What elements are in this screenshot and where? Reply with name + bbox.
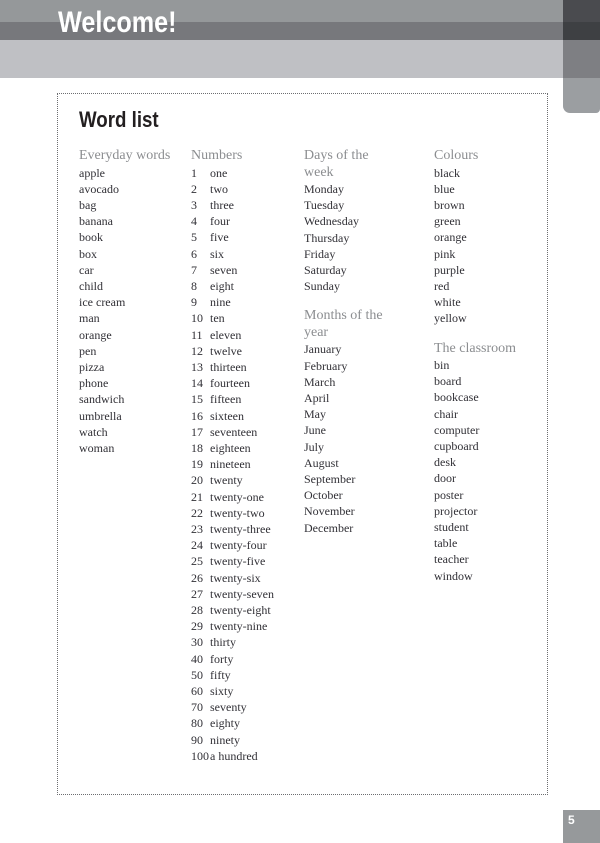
list-item: student xyxy=(434,520,469,535)
list-item xyxy=(191,375,304,391)
page-number: 5 xyxy=(568,813,575,827)
list-item xyxy=(191,359,304,375)
item-number: 90 xyxy=(191,732,203,747)
item-number: 50 xyxy=(191,667,203,682)
list-item: pink xyxy=(434,246,456,261)
list-item: car xyxy=(79,262,94,277)
list-item: woman xyxy=(79,440,115,455)
item-number: 17 xyxy=(191,424,203,439)
item-word: three xyxy=(210,197,234,212)
list-item xyxy=(191,165,304,181)
list-item: door xyxy=(434,471,456,486)
section-heading: Months of the year xyxy=(304,308,383,340)
list-item xyxy=(191,278,304,294)
item-number: 8 xyxy=(191,278,197,293)
list-item xyxy=(191,213,304,229)
list-item: red xyxy=(434,278,450,293)
list-item xyxy=(191,732,304,748)
word-list-box xyxy=(57,93,548,795)
item-number: 28 xyxy=(191,602,203,617)
list-item: table xyxy=(434,536,458,551)
item-word: fifty xyxy=(210,667,231,682)
list-item: brown xyxy=(434,197,465,212)
list-item: pen xyxy=(79,343,97,358)
item-word: seventeen xyxy=(210,424,258,439)
item-number: 80 xyxy=(191,716,203,731)
item-number: 7 xyxy=(191,262,197,277)
list-item xyxy=(191,391,304,407)
list-item: bag xyxy=(79,197,97,212)
list-item: board xyxy=(434,374,462,389)
list-item: May xyxy=(304,407,326,422)
list-item xyxy=(191,489,304,505)
item-number: 2 xyxy=(191,181,197,196)
item-number: 21 xyxy=(191,489,203,504)
list-item: sandwich xyxy=(79,392,125,407)
list-item: orange xyxy=(79,327,112,342)
item-word: thirty xyxy=(210,635,236,650)
item-number: 10 xyxy=(191,311,203,326)
item-number: 22 xyxy=(191,505,203,520)
item-number: 18 xyxy=(191,440,203,455)
item-number: 23 xyxy=(191,521,203,536)
item-word: eleven xyxy=(210,327,242,342)
item-word: sixteen xyxy=(210,408,244,423)
list-item: August xyxy=(304,455,339,470)
list-item: March xyxy=(304,374,336,389)
list-item xyxy=(191,310,304,326)
list-item: projector xyxy=(434,503,478,518)
list-item xyxy=(191,618,304,634)
word-list-section xyxy=(304,148,434,294)
item-word: five xyxy=(210,230,229,245)
list-item xyxy=(191,181,304,197)
list-item: June xyxy=(304,423,326,438)
item-number: 24 xyxy=(191,538,203,553)
list-item: Monday xyxy=(304,182,344,196)
word-list-column xyxy=(434,148,548,764)
list-item: January xyxy=(304,342,342,357)
word-list-section xyxy=(304,308,434,535)
word-list-section xyxy=(434,148,548,327)
list-item xyxy=(191,456,304,472)
item-number: 3 xyxy=(191,197,197,212)
item-number: 100 xyxy=(191,748,209,763)
item-number: 12 xyxy=(191,343,203,358)
list-item xyxy=(191,343,304,359)
list-item xyxy=(191,537,304,553)
list-item xyxy=(191,570,304,586)
item-word: one xyxy=(210,165,228,180)
item-word: twenty-two xyxy=(210,505,265,520)
list-item: green xyxy=(434,214,461,229)
list-item: Thursday xyxy=(304,230,350,245)
item-number: 13 xyxy=(191,359,203,374)
item-word: sixty xyxy=(210,684,234,698)
item-number: 4 xyxy=(191,214,197,229)
list-item: July xyxy=(304,439,325,454)
item-number: 6 xyxy=(191,246,197,261)
list-item: man xyxy=(79,311,100,326)
list-item: cupboard xyxy=(434,439,479,454)
item-word: ten xyxy=(210,311,225,326)
list-item: box xyxy=(79,246,97,261)
list-item: September xyxy=(304,472,356,487)
list-item: Saturday xyxy=(304,263,347,278)
item-number: 60 xyxy=(191,684,203,698)
item-word: twenty-nine xyxy=(210,619,268,634)
list-item: watch xyxy=(79,424,108,439)
section-heading: Colours xyxy=(434,148,479,163)
item-word: two xyxy=(210,181,228,196)
list-item: black xyxy=(434,165,460,180)
item-number: 16 xyxy=(191,408,203,423)
item-number: 26 xyxy=(191,570,203,585)
item-number: 40 xyxy=(191,651,203,666)
list-item: bookcase xyxy=(434,390,479,405)
item-number: 9 xyxy=(191,295,197,310)
item-number: 27 xyxy=(191,586,203,601)
item-word: four xyxy=(210,214,230,229)
list-item: October xyxy=(304,488,343,503)
list-item: poster xyxy=(434,487,464,502)
list-item xyxy=(191,294,304,310)
item-word: twelve xyxy=(210,343,242,358)
item-word: twenty-six xyxy=(210,570,261,585)
word-list-section xyxy=(79,148,191,456)
item-number: 15 xyxy=(191,392,203,407)
word-list-title: Word list xyxy=(79,107,159,132)
item-word: twenty-three xyxy=(210,521,271,536)
list-item: book xyxy=(79,230,103,245)
list-item: bin xyxy=(434,358,450,373)
item-word: twenty-eight xyxy=(210,602,271,617)
item-word: twenty xyxy=(210,473,243,488)
list-item: avocado xyxy=(79,181,119,196)
list-item: umbrella xyxy=(79,408,122,423)
item-number: 25 xyxy=(191,554,203,569)
list-item xyxy=(191,602,304,618)
word-list-section xyxy=(191,148,304,764)
list-item: blue xyxy=(434,181,455,196)
list-item: Wednesday xyxy=(304,214,360,229)
page-number-badge xyxy=(563,810,600,843)
unit-tab-segment xyxy=(563,78,600,113)
list-item xyxy=(191,246,304,262)
item-word: twenty-one xyxy=(210,489,264,504)
list-item xyxy=(191,553,304,569)
list-item: desk xyxy=(434,455,456,470)
list-item xyxy=(191,408,304,424)
list-item: child xyxy=(79,278,103,293)
word-list-column xyxy=(304,148,434,764)
item-word: fifteen xyxy=(210,392,242,407)
list-item xyxy=(191,748,304,764)
item-word: nineteen xyxy=(210,457,251,472)
list-item: orange xyxy=(434,230,467,245)
item-word: seventy xyxy=(210,700,247,715)
list-item xyxy=(191,229,304,245)
list-item: April xyxy=(304,391,330,406)
item-number: 19 xyxy=(191,457,203,472)
section-heading: Days of the week xyxy=(304,148,369,180)
word-list-columns xyxy=(79,148,547,764)
list-item: white xyxy=(434,295,461,310)
item-word: thirteen xyxy=(210,359,247,374)
unit-tab xyxy=(563,0,600,113)
item-number: 1 xyxy=(191,165,197,180)
item-word: ninety xyxy=(210,732,240,747)
list-item: Friday xyxy=(304,246,336,261)
list-item: banana xyxy=(79,214,113,229)
item-number: 70 xyxy=(191,700,203,715)
header-band-light xyxy=(0,40,600,78)
list-item: purple xyxy=(434,262,465,277)
list-item: February xyxy=(304,358,348,373)
list-item: pizza xyxy=(79,359,105,374)
list-item xyxy=(191,440,304,456)
list-item xyxy=(191,667,304,683)
section-heading: Numbers xyxy=(191,148,243,163)
item-word: twenty-four xyxy=(210,538,267,553)
list-item xyxy=(191,472,304,488)
list-item: chair xyxy=(434,406,458,421)
list-item: December xyxy=(304,520,354,535)
list-item xyxy=(191,683,304,699)
item-word: twenty-five xyxy=(210,554,266,569)
list-item xyxy=(191,424,304,440)
word-list-column xyxy=(191,148,304,764)
item-word: eighty xyxy=(210,716,240,731)
list-item: Tuesday xyxy=(304,198,345,213)
list-item: November xyxy=(304,504,355,519)
item-word: eighteen xyxy=(210,440,251,455)
list-item xyxy=(191,505,304,521)
item-number: 20 xyxy=(191,473,203,488)
unit-tab-segment xyxy=(563,0,600,22)
list-item: apple xyxy=(79,165,105,180)
item-word: nine xyxy=(210,295,231,310)
list-item xyxy=(191,521,304,537)
list-item xyxy=(191,699,304,715)
list-item: Sunday xyxy=(304,279,340,294)
item-number: 5 xyxy=(191,230,197,245)
list-item xyxy=(191,715,304,731)
item-word: twenty-seven xyxy=(210,586,274,601)
list-item xyxy=(191,634,304,650)
list-item: window xyxy=(434,568,473,583)
list-item: phone xyxy=(79,376,109,391)
item-word: forty xyxy=(210,651,234,666)
section-heading: The classroom xyxy=(434,340,517,356)
list-item xyxy=(191,197,304,213)
item-number: 14 xyxy=(191,376,203,391)
list-item: yellow xyxy=(434,311,467,326)
word-list-column xyxy=(79,148,191,764)
list-item xyxy=(191,262,304,278)
item-number: 11 xyxy=(191,327,203,342)
page-title: Welcome! xyxy=(58,6,177,39)
list-item: ice cream xyxy=(79,295,126,310)
word-list-section xyxy=(434,341,548,584)
list-item xyxy=(191,651,304,667)
item-number: 29 xyxy=(191,619,203,634)
unit-tab-segment xyxy=(563,40,600,78)
item-word: seven xyxy=(210,262,238,277)
item-word: fourteen xyxy=(210,376,250,391)
section-heading: Everyday words xyxy=(79,148,171,163)
item-word: a hundred xyxy=(210,748,258,763)
list-item xyxy=(191,327,304,343)
list-item: teacher xyxy=(434,552,469,567)
list-item: computer xyxy=(434,422,480,437)
item-word: six xyxy=(210,246,225,261)
item-number: 30 xyxy=(191,635,203,650)
list-item xyxy=(191,586,304,602)
unit-tab-segment xyxy=(563,22,600,40)
item-word: eight xyxy=(210,278,234,293)
